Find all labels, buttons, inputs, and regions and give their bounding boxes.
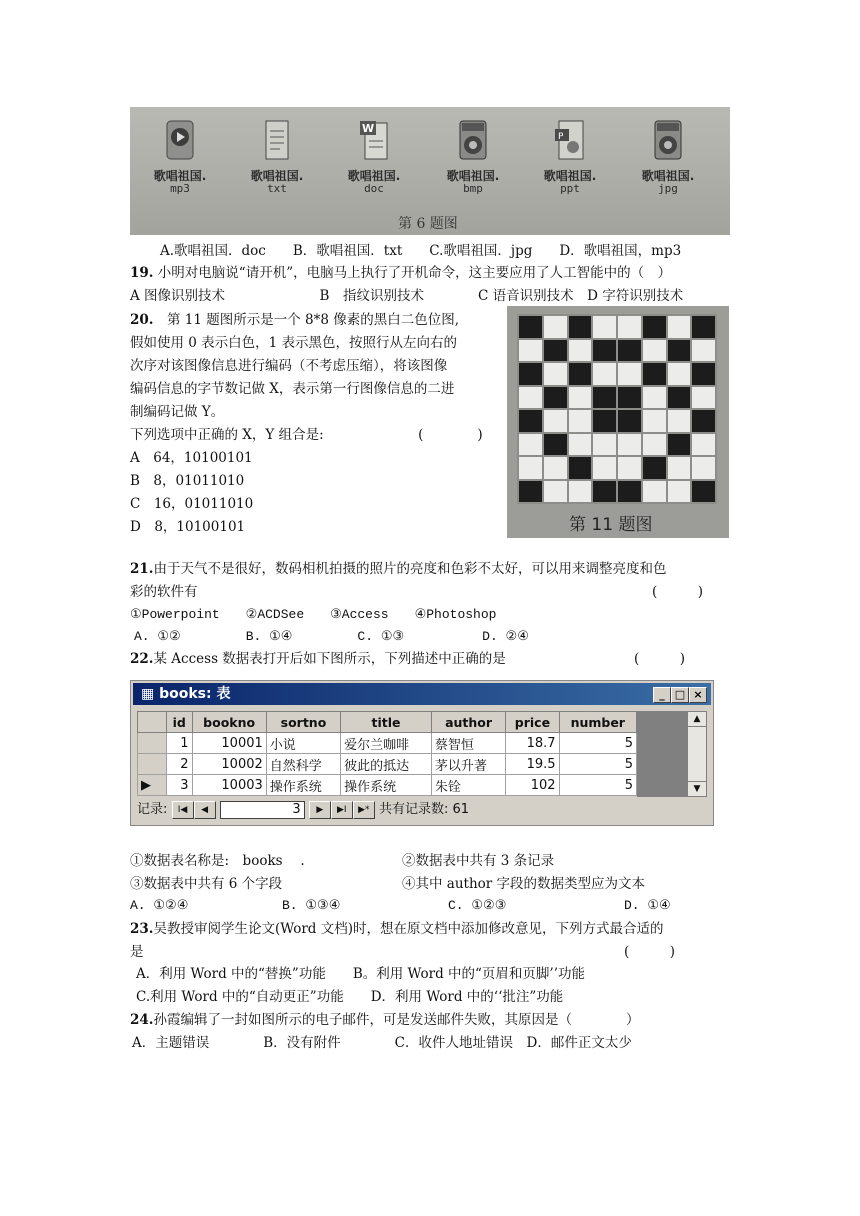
svg-text:P: P: [558, 132, 564, 142]
table-cell[interactable]: 5: [559, 775, 636, 796]
question-text: 孙霞编辑了一封如图所示的电子邮件，可是发送邮件失败，其原因是（ ）: [153, 1012, 640, 1028]
q21-line: 彩的软件有: [130, 584, 198, 600]
q23-options: A．利用 Word 中的“替换”功能 B。利用 Word 中的“页眉和页脚’’功能: [136, 966, 585, 982]
scroll-down-icon[interactable]: ▼: [688, 781, 706, 796]
vertical-scrollbar[interactable]: [687, 711, 707, 797]
figure-caption: 第 11 题图: [569, 515, 653, 535]
file-ext: ppt: [560, 182, 580, 195]
black-pixel: [692, 481, 715, 503]
q21-options: A. ①② B. ①④ C. ①③ D. ②④: [134, 629, 529, 644]
figure-caption: 第 6 题图: [398, 216, 458, 232]
white-pixel: [668, 481, 691, 503]
close-button[interactable]: ×: [689, 687, 707, 703]
white-pixel: [593, 316, 616, 338]
q22-statement: ④其中 author 字段的数据类型应为文本: [402, 876, 646, 892]
black-pixel: [692, 316, 715, 338]
white-pixel: [692, 387, 715, 409]
table-cell[interactable]: 朱铨: [431, 775, 505, 796]
table-cell[interactable]: 10001: [192, 733, 266, 754]
white-pixel: [618, 457, 641, 479]
table-cell[interactable]: 3: [167, 775, 193, 796]
white-pixel: [668, 410, 691, 432]
q20-line: 制编码记做 Y。: [130, 404, 225, 420]
black-pixel: [668, 387, 691, 409]
table-cell[interactable]: 10003: [192, 775, 266, 796]
black-pixel: [593, 410, 616, 432]
question-number: 23.: [130, 921, 154, 937]
white-pixel: [544, 481, 567, 503]
table-cell[interactable]: 1: [167, 733, 193, 754]
white-pixel: [544, 363, 567, 385]
answer-paren: ( ): [652, 584, 704, 600]
black-pixel: [519, 316, 542, 338]
white-pixel: [643, 481, 666, 503]
white-pixel: [643, 434, 666, 456]
white-pixel: [593, 434, 616, 456]
table-cell[interactable]: 爱尔兰咖啡: [341, 733, 432, 754]
black-pixel: [544, 340, 567, 362]
table-row: [138, 754, 637, 775]
column-header[interactable]: title: [341, 712, 432, 733]
white-pixel: [643, 340, 666, 362]
nav-label: 记录:: [137, 802, 168, 817]
file-ext: jpg: [658, 182, 678, 195]
question-number: 24.: [130, 1012, 154, 1028]
white-pixel: [692, 434, 715, 456]
q24-stem: [130, 1009, 640, 1031]
white-pixel: [544, 410, 567, 432]
black-pixel: [618, 481, 641, 503]
black-pixel: [569, 363, 592, 385]
table-cell[interactable]: 5: [559, 754, 636, 775]
question-text: 由于天气不是很好，数码相机拍摄的照片的亮度和色彩不太好，可以用来调整亮度和色: [153, 561, 667, 577]
black-pixel: [618, 410, 641, 432]
white-pixel: [692, 340, 715, 362]
q22-statement: ①数据表名称是: books .: [130, 853, 305, 869]
black-pixel: [519, 363, 542, 385]
next-record-button[interactable]: ▶: [309, 801, 331, 819]
current-record-arrow-icon[interactable]: ▶: [138, 775, 167, 796]
q20-line: [130, 309, 459, 331]
table-cell[interactable]: 102: [506, 775, 559, 796]
table-cell[interactable]: 5: [559, 733, 636, 754]
q22-statement: ③数据表中共有 6 个字段: [130, 876, 283, 892]
file-mp3: [144, 119, 216, 195]
question-number: 21.: [130, 561, 154, 577]
black-pixel: [544, 434, 567, 456]
file-jpg: [632, 119, 704, 195]
txt-file-icon: [260, 119, 294, 163]
file-name: 歌唱祖国.: [153, 169, 207, 183]
white-pixel: [544, 457, 567, 479]
svg-text:W: W: [362, 122, 375, 135]
white-pixel: [593, 457, 616, 479]
q19-stem: [130, 262, 671, 284]
black-pixel: [668, 434, 691, 456]
row-selector[interactable]: [138, 733, 167, 754]
table-cell[interactable]: 10002: [192, 754, 266, 775]
black-pixel: [519, 410, 542, 432]
q20-line: 下列选项中正确的 X，Y 组合是: ( ): [130, 427, 483, 443]
black-pixel: [643, 457, 666, 479]
file-bmp: [437, 119, 509, 195]
white-pixel: [593, 363, 616, 385]
answer-paren: ( ): [624, 944, 676, 960]
q23-line: 是: [130, 944, 144, 960]
file-name: 歌唱祖国.: [250, 169, 304, 183]
question-number: 19.: [130, 265, 154, 281]
file-name: 歌唱祖国.: [347, 169, 401, 183]
column-header[interactable]: price: [506, 712, 559, 733]
figure-6: [130, 107, 730, 235]
record-number-input[interactable]: 3: [220, 801, 305, 819]
file-ext: doc: [364, 182, 384, 195]
table-cell[interactable]: 自然科学: [266, 754, 340, 775]
table-cell[interactable]: 操作系统: [266, 775, 340, 796]
q22-option: C. ①②③: [448, 898, 507, 913]
q22-statement: ②数据表中共有 3 条记录: [402, 853, 555, 869]
file-ext: bmp: [463, 182, 483, 195]
black-pixel: [643, 316, 666, 338]
question-text: 小明对电脑说“请开机”，电脑马上执行了开机命令，这主要应用了人工智能中的（ ）: [153, 265, 672, 281]
q20-option: D 8，10100101: [130, 519, 246, 535]
white-pixel: [569, 340, 592, 362]
white-pixel: [618, 434, 641, 456]
jpg-file-icon: [651, 119, 685, 163]
question-number: 20.: [130, 312, 154, 328]
doc-file-icon: [357, 119, 391, 163]
question-number: 22.: [130, 651, 154, 667]
black-pixel: [593, 481, 616, 503]
column-header[interactable]: sortno: [266, 712, 340, 733]
minimize-button[interactable]: _: [653, 687, 671, 703]
white-pixel: [569, 410, 592, 432]
black-pixel: [692, 410, 715, 432]
table-cell[interactable]: 小说: [266, 733, 340, 754]
white-pixel: [643, 410, 666, 432]
answer-paren: ( ): [634, 651, 686, 667]
white-pixel: [668, 457, 691, 479]
table-cell[interactable]: 茅以升著: [431, 754, 505, 775]
bmp-file-icon: [456, 119, 490, 163]
q20-option: B 8，01011010: [130, 473, 245, 489]
record-count: 共有记录数: 61: [378, 802, 470, 817]
q20-option: A 64，10100101: [130, 450, 253, 466]
table-row: [138, 775, 637, 796]
q22-option: B. ①③④: [282, 898, 341, 913]
empty-area: [637, 711, 687, 797]
black-pixel: [593, 387, 616, 409]
white-pixel: [569, 434, 592, 456]
white-pixel: [618, 316, 641, 338]
q23-options: C.利用 Word 中的“自动更正”功能 D．利用 Word 中的‘‘批注”功能: [136, 989, 564, 1005]
black-pixel: [692, 363, 715, 385]
window-title: books: 表: [159, 686, 231, 702]
last-record-button[interactable]: ▶I: [331, 801, 353, 819]
q22-option: A. ①②④: [130, 898, 189, 913]
record-navigator: [137, 799, 707, 821]
black-pixel: [519, 481, 542, 503]
first-record-button[interactable]: I◀: [172, 801, 194, 819]
bitmap-grid: [517, 314, 717, 504]
white-pixel: [519, 340, 542, 362]
black-pixel: [643, 363, 666, 385]
q18-options: A.歌唱祖国．doc B．歌唱祖国．txt C.歌唱祖国．jpg D．歌唱祖国，mp3: [160, 243, 682, 259]
file-name: 歌唱祖国.: [641, 169, 695, 183]
table-cell[interactable]: 2: [167, 754, 193, 775]
white-pixel: [643, 387, 666, 409]
white-pixel: [668, 316, 691, 338]
scroll-up-icon[interactable]: ▲: [688, 712, 706, 727]
new-record-button[interactable]: ▶*: [353, 801, 375, 819]
white-pixel: [618, 363, 641, 385]
column-header[interactable]: bookno: [192, 712, 266, 733]
white-pixel: [519, 457, 542, 479]
black-pixel: [618, 387, 641, 409]
question-text: 某 Access 数据表打开后如下图所示，下列描述中正确的是: [153, 651, 506, 667]
file-ext: txt: [267, 182, 287, 195]
file-name: 歌唱祖国.: [543, 169, 597, 183]
black-pixel: [569, 457, 592, 479]
datasheet-table: [137, 711, 637, 796]
column-header[interactable]: id: [167, 712, 193, 733]
white-pixel: [569, 387, 592, 409]
figure-11: [507, 306, 729, 538]
question-text: 吴教授审阅学生论文(Word 文档)时，想在原文档中添加修改意见，下列方式最合适的: [153, 921, 664, 937]
header-row: [138, 712, 637, 733]
black-pixel: [618, 340, 641, 362]
row-selector[interactable]: [138, 754, 167, 775]
mp3-file-icon: [163, 119, 197, 163]
table-cell[interactable]: 19.5: [506, 754, 559, 775]
table-row: [138, 733, 637, 754]
table-cell[interactable]: 彼此的抵达: [341, 754, 432, 775]
q21-software: ①Powerpoint ②ACDSee ③Access ④Photoshop: [130, 607, 497, 622]
q24-options: A．主题错误 B．没有附件 C．收件人地址错误 D．邮件正文太少: [132, 1035, 632, 1051]
question-text: 第 11 题图所示是一个 8*8 像素的黑白二色位图,: [153, 312, 460, 328]
q19-options: A 图像识别技术 B 指纹识别技术 C 语音识别技术 D 字符识别技术: [130, 288, 684, 304]
file-ext: mp3: [170, 182, 190, 195]
white-pixel: [569, 481, 592, 503]
table-cell[interactable]: 蔡智恒: [431, 733, 505, 754]
table-cell[interactable]: 18.7: [506, 733, 559, 754]
file-name: 歌唱祖国.: [446, 169, 500, 183]
file-txt: [241, 119, 313, 195]
prev-record-button[interactable]: ◀: [194, 801, 216, 819]
white-pixel: [519, 434, 542, 456]
q20-line: 假如使用 0 表示白色，1 表示黑色，按照行从左向右的: [130, 335, 458, 351]
q20-line: 编码信息的字节数记做 X，表示第一行图像信息的二进: [130, 381, 455, 397]
window-title-bar[interactable]: [133, 683, 711, 705]
access-table-window: [130, 680, 714, 826]
table-cell[interactable]: 操作系统: [341, 775, 432, 796]
column-header[interactable]: number: [559, 712, 636, 733]
column-header[interactable]: author: [431, 712, 505, 733]
black-pixel: [544, 387, 567, 409]
file-doc: [338, 119, 410, 195]
white-pixel: [668, 363, 691, 385]
white-pixel: [692, 457, 715, 479]
black-pixel: [569, 316, 592, 338]
white-pixel: [544, 316, 567, 338]
row-selector-header[interactable]: [138, 712, 167, 733]
q20-option: C 16，01011010: [130, 496, 254, 512]
q22-option: D. ①④: [624, 898, 671, 913]
file-ppt: [534, 119, 606, 195]
q21-line: [130, 558, 667, 580]
black-pixel: [668, 340, 691, 362]
black-pixel: [593, 340, 616, 362]
table-icon: ▦: [141, 686, 160, 702]
q22-stem: [130, 648, 506, 670]
ppt-file-icon: [553, 119, 587, 163]
white-pixel: [519, 387, 542, 409]
maximize-button[interactable]: □: [671, 687, 689, 703]
q23-line: [130, 918, 664, 940]
q20-line: 次序对该图像信息进行编码（不考虑压缩），将该图像: [130, 358, 448, 374]
